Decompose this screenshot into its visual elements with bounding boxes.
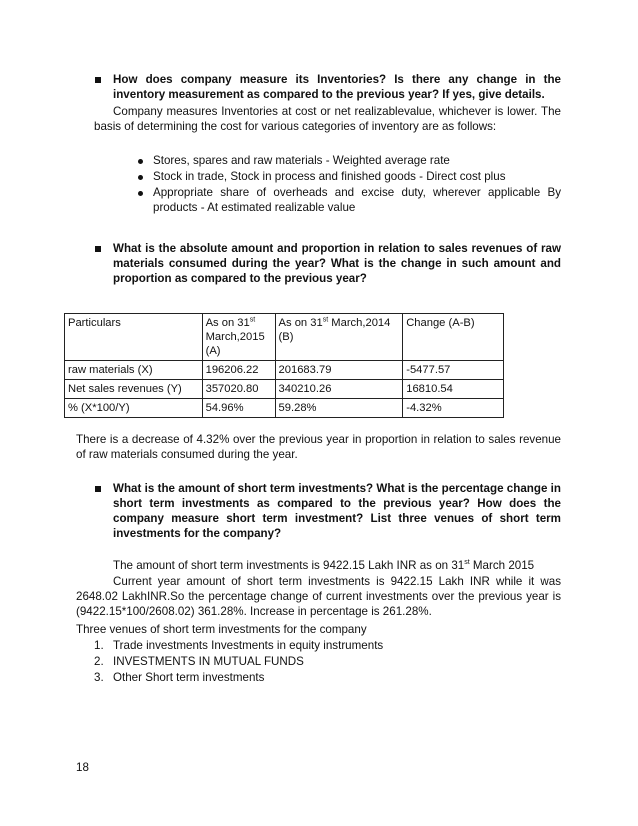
square-bullet-icon [95, 77, 101, 83]
table-cell: % (X*100/Y) [65, 399, 203, 418]
table-cell: 196206.22 [202, 361, 275, 380]
table-cell: Net sales revenues (Y) [65, 380, 203, 399]
question-inventories: How does company measure its Inventories? Is there any change in the inventory measurement as compared to the previous year? If yes, give details. [113, 73, 561, 101]
venue-item: Other Short term investments [113, 671, 265, 684]
raw-materials-table [64, 313, 504, 418]
investment-change: Current year amount of short term investments is 9422.15 Lakh INR while it was 2648.02 LakhINR.So the percentage change of current investments over the previous year is (9422.15*100/2608.02) 361.28%. Increase in percentage is 261.28%. [76, 575, 561, 618]
dot-bullet-icon [138, 175, 143, 180]
question-raw-materials: What is the absolute amount and proportion in relation to sales revenues of raw materials consumed during the year? What is the change in such amount and proportion as compared to the previous year? [113, 242, 561, 285]
dot-bullet-icon [138, 191, 143, 196]
answer-inventories: Company measures Inventories at cost or net realizablevalue, whichever is lower. The basis of determining the cost for various categories of inventory are as follows: [94, 105, 561, 133]
question-short-term-investments: What is the amount of short term investments? What is the percentage change in short term investments as compared to the previous year? How does the company measure short term investment? List three venues of short term investments for the company? [113, 482, 561, 540]
list-number: 3. [94, 671, 104, 684]
header-change: Change (A-B) [403, 314, 504, 361]
list-number: 1. [94, 639, 104, 652]
inventory-bullet-1: Stores, spares and raw materials - Weighted average rate [153, 154, 450, 167]
table-cell: raw materials (X) [65, 361, 203, 380]
table-cell: 59.28% [275, 399, 403, 418]
table-cell: -5477.57 [403, 361, 504, 380]
raw-materials-conclusion: There is a decrease of 4.32% over the previous year in proportion in relation to sales revenue of raw materials consumed during the year. [76, 433, 561, 461]
investment-amount: The amount of short term investments is 9422.15 Lakh INR as on 31st March 2015 [113, 559, 535, 572]
header-particulars: Particulars [65, 314, 203, 361]
square-bullet-icon [95, 486, 101, 492]
header-2015: As on 31st March,2015 (A) [202, 314, 275, 361]
list-number: 2. [94, 655, 104, 668]
table-cell: 16810.54 [403, 380, 504, 399]
table-cell: 54.96% [202, 399, 275, 418]
table-row [65, 399, 504, 418]
venues-intro: Three venues of short term investments for the company [76, 623, 367, 636]
table-cell: -4.32% [403, 399, 504, 418]
venue-item: INVESTMENTS IN MUTUAL FUNDS [113, 655, 304, 668]
table-cell: 201683.79 [275, 361, 403, 380]
table-row [65, 361, 504, 380]
square-bullet-icon [95, 246, 101, 252]
inventory-bullet-2: Stock in trade, Stock in process and finished goods - Direct cost plus [153, 170, 506, 183]
inventory-bullet-3: Appropriate share of overheads and excise duty, wherever applicable By products - At estimated realizable value [153, 186, 561, 214]
venue-item: Trade investments Investments in equity instruments [113, 639, 384, 652]
table-cell: 357020.80 [202, 380, 275, 399]
table-header-row [65, 314, 504, 361]
page-number: 18 [76, 761, 89, 774]
table-row [65, 380, 504, 399]
header-2014: As on 31st March,2014 (B) [275, 314, 403, 361]
dot-bullet-icon [138, 159, 143, 164]
table-cell: 340210.26 [275, 380, 403, 399]
